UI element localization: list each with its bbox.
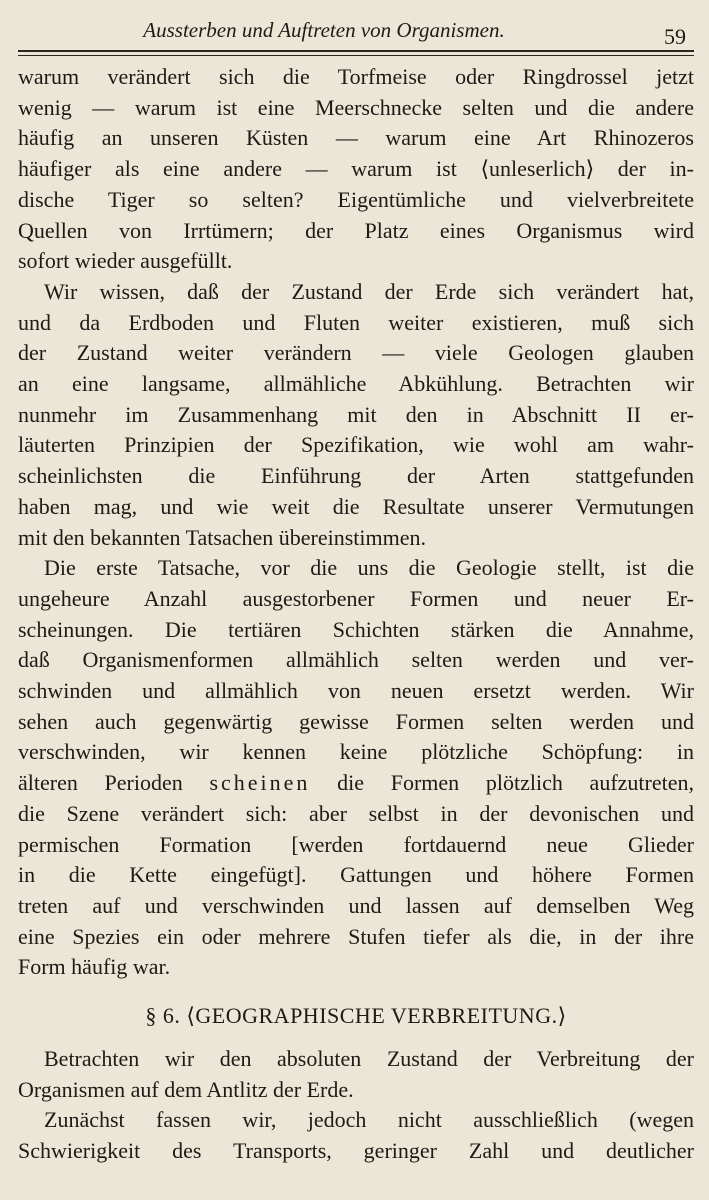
text-line: Form häufig war. bbox=[18, 954, 171, 980]
page-number: 59 bbox=[664, 24, 686, 49]
text-line: nunmehr im Zusammenhang mit den in Abschnitt II er- bbox=[18, 401, 694, 427]
text-line: Betrachten wir den absoluten Zustand der Verbreitung der bbox=[44, 1045, 694, 1071]
text-line-spaced bbox=[18, 768, 694, 799]
text-line: scheinungen. Die tertiären Schichten stärken die Annahme, bbox=[18, 616, 694, 642]
text-line: warum verändert sich die Torfmeise oder Ringdrossel jetzt bbox=[18, 64, 694, 89]
text-line: an eine langsame, allmähliche Abkühlung. Betrachten wir bbox=[18, 371, 694, 397]
text-line: Zunächst fassen wir, jedoch nicht ausschließlich (wegen bbox=[44, 1107, 694, 1133]
paragraph-5 bbox=[18, 1105, 694, 1166]
text-line: Die erste Tatsache, vor die uns die Geologie stellt, ist die bbox=[44, 555, 694, 581]
text-line: die Szene verändert sich: aber selbst in der devonischen und bbox=[18, 800, 694, 826]
text-line: und da Erdboden und Fluten weiter existieren, muß sich bbox=[18, 309, 694, 335]
page-header bbox=[18, 14, 694, 50]
text-line: Quellen von Irrtümern; der Platz eines Organismus wird bbox=[18, 217, 694, 243]
text-line: Organismen auf dem Antlitz der Erde. bbox=[18, 1076, 354, 1102]
text-line: mit den bekannten Tatsachen übereinstimmen. bbox=[18, 524, 426, 550]
running-title: Aussterben und Auftreten von Organismen. bbox=[143, 18, 505, 42]
text-line: läuterten Prinzipien der Spezifikation, wie wohl am wahr- bbox=[18, 432, 694, 458]
section-heading: § 6. ⟨GEOGRAPHISCHE VERBREITUNG.⟩ bbox=[145, 1003, 567, 1029]
paragraph-2 bbox=[18, 277, 694, 553]
text-line: eine Spezies ein oder mehrere Stufen tiefer als die, in der ihre bbox=[18, 923, 694, 949]
text-line: verschwinden, wir kennen keine plötzliche Schöpfung: in bbox=[18, 739, 694, 765]
text-line: wenig — warum ist eine Meerschnecke selten und die andere bbox=[18, 94, 694, 120]
text-line: schwinden und allmählich von neuen ersetzt werden. Wir bbox=[18, 678, 694, 704]
text-line: in die Kette eingefügt]. Gattungen und höhere Formen bbox=[18, 862, 694, 888]
paragraph-4 bbox=[18, 1044, 694, 1105]
paragraph-1 bbox=[18, 62, 694, 277]
spaced-emphasis: scheinen bbox=[209, 770, 311, 796]
text-line: sehen auch gegenwärtig gewisse Formen selten werden und bbox=[18, 708, 694, 734]
header-rule-thin bbox=[18, 55, 694, 56]
text-line: permischen Formation [werden fortdauernd neue Glieder bbox=[18, 831, 694, 857]
body-text bbox=[18, 62, 694, 1167]
text-line: Wir wissen, daß der Zustand der Erde sich verändert hat, bbox=[44, 278, 694, 304]
text-line: daß Organismenformen allmählich selten werden und ver- bbox=[18, 647, 694, 673]
text-line: treten auf und verschwinden und lassen auf demselben Weg bbox=[18, 892, 694, 918]
text-line: dische Tiger so selten? Eigentümliche und vielverbreitete bbox=[18, 186, 694, 212]
text-line: Schwierigkeit des Transports, geringer Zahl und deutlicher bbox=[18, 1137, 694, 1163]
header-rule-thick bbox=[18, 50, 694, 52]
text-line: haben mag, und wie weit die Resultate unserer Vermutungen bbox=[18, 493, 694, 519]
text-line: häufiger als eine andere — warum ist ⟨unleserlich⟩ der in- bbox=[18, 156, 694, 182]
paragraph-3 bbox=[18, 553, 694, 983]
text-line: sofort wieder ausgefüllt. bbox=[18, 248, 233, 274]
text-fragment: die Formen plötzlich aufzutreten, bbox=[310, 770, 694, 796]
text-line: scheinlichsten die Einführung der Arten stattgefunden bbox=[18, 463, 694, 489]
text-line: der Zustand weiter verändern — viele Geologen glauben bbox=[18, 340, 694, 366]
text-line: ungeheure Anzahl ausgestorbener Formen und neuer Er- bbox=[18, 585, 694, 611]
text-fragment: älteren Perioden bbox=[18, 770, 210, 796]
text-line: häufig an unseren Küsten — warum eine Art Rhinozeros bbox=[18, 125, 694, 151]
